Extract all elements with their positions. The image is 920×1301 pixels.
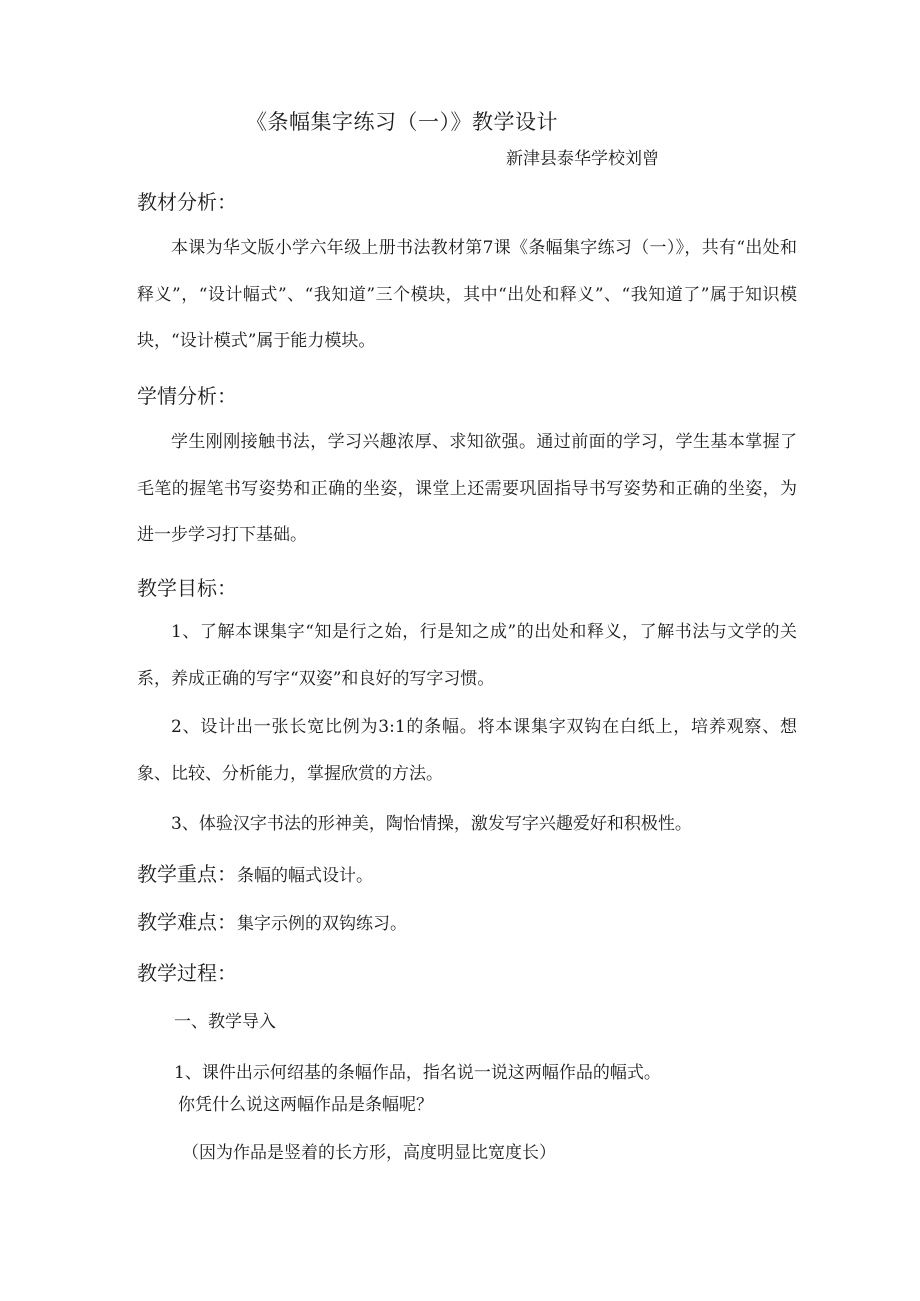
difficulty-row xyxy=(137,906,407,935)
difficulty-label: 教学难点： xyxy=(137,910,237,934)
process-step-1: 一、教学导入 xyxy=(174,1012,276,1032)
process-question: 你凭什么说这两幅作品是条幅呢？ xyxy=(178,1095,433,1115)
key-point-row xyxy=(137,858,373,887)
key-point-label: 教学重点： xyxy=(137,862,237,886)
process-answer: （因为作品是竖着的长方形，高度明显比宽度长） xyxy=(182,1143,556,1163)
heading-teaching-process: 教学过程： xyxy=(137,961,237,985)
goal-item-3: 3、体验汉字书法的形神美，陶怡情操，激发写字兴趣爱好和积极性。 xyxy=(171,814,692,834)
paragraph-material-analysis: 本课为华文版小学六年级上册书法教材第7课《条幅集字练习（一）》，共有“出处和释义”，“设计幅式”、“我知道”三个模块，其中“出处和释义”、“我知道了”属于知识模块，“设计模式”属于能力模块。 xyxy=(137,238,797,351)
difficulty-value: 集字示例的双钩练习。 xyxy=(237,914,407,934)
document-title: 《条幅集字练习（一）》教学设计 xyxy=(246,110,558,134)
goal-item-2: 2、设计出一张长宽比例为3:1的条幅。将本课集字双钩在白纸上，培养观察、想象、比较、分析能力，掌握欣赏的方法。 xyxy=(137,717,797,784)
process-item-1: 1、课件出示何绍基的条幅作品，指名说一说这两幅作品的幅式。 xyxy=(174,1063,661,1083)
goal-item-1: 1、了解本课集字“知是行之始，行是知之成”的出处和释义，了解书法与文学的关系，养成正确的写字“双姿”和良好的写字习惯。 xyxy=(137,622,797,689)
heading-material-analysis: 教材分析： xyxy=(137,190,237,214)
heading-student-analysis: 学情分析： xyxy=(137,384,237,408)
document-author: 新津县泰华学校刘曾 xyxy=(506,149,659,169)
paragraph-student-analysis: 学生刚刚接触书法，学习兴趣浓厚、求知欲强。通过前面的学习，学生基本掌握了毛笔的握笔书写姿势和正确的坐姿，课堂上还需要巩固指导书写姿势和正确的坐姿，为进一步学习打下基础。 xyxy=(137,432,797,545)
heading-teaching-goals: 教学目标： xyxy=(137,576,237,600)
key-point-value: 条幅的幅式设计。 xyxy=(237,866,373,886)
